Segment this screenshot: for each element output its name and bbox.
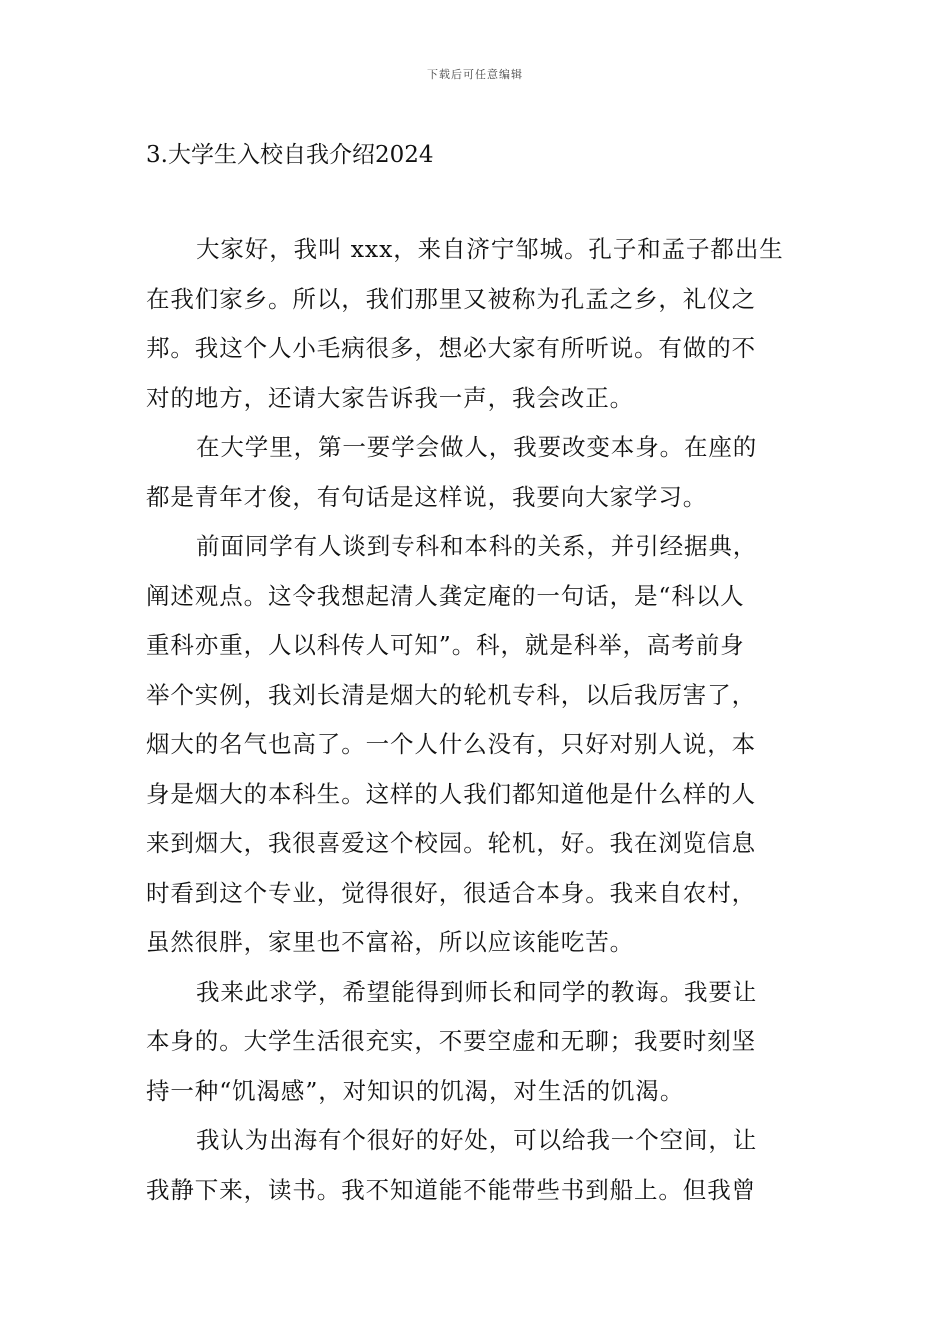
text-line: 本身的。大学生活很充实，不要空虚和无聊；我要时刻坚 (146, 1027, 756, 1055)
text-line: 我认为出海有个很好的好处，可以给我一个空间，让 (196, 1126, 758, 1154)
text-line: 大家好，我叫 xxx，来自济宁邹城。孔子和孟子都出生 (196, 235, 784, 263)
text-line: 前面同学有人谈到专科和本科的关系，并引经据典， (196, 532, 758, 560)
text-line: 我静下来，读书。我不知道能不能带些书到船上。但我曾 (146, 1175, 756, 1204)
text-line: 虽然很胖，家里也不富裕，所以应该能吃苦。 (146, 928, 634, 956)
text-line: 身是烟大的本科生。这样的人我们都知道他是什么样的人 (146, 779, 756, 808)
document-body (146, 225, 808, 1215)
text-line: 邦。我这个人小毛病很多，想必大家有所听说。有做的不 (146, 334, 756, 362)
text-line: 持一种“饥渴感”，对知识的饥渴，对生活的饥渴。 (146, 1076, 685, 1105)
text-line: 时看到这个专业，觉得很好，很适合本身。我来自农村， (146, 878, 756, 907)
text-line: 我来此求学，希望能得到师长和同学的教诲。我要让 (196, 977, 758, 1006)
text-line: 来到烟大，我很喜爱这个校园。轮机，好。我在浏览信息 (146, 829, 756, 857)
text-line: 在大学里，第一要学会做人，我要改变本身。在座的 (196, 433, 758, 461)
document-title: 3.大学生入校自我介绍2024 (146, 142, 434, 168)
page-header: 下载后可任意编辑 (427, 68, 523, 81)
text-line: 重科亦重，人以科传人可知”。科，就是科举，高考前身 (146, 631, 745, 659)
text-line: 都是青年才俊，有句话是这样说，我要向大家学习。 (146, 482, 708, 511)
text-line: 烟大的名气也高了。一个人什么没有，只好对别人说，本 (146, 730, 756, 758)
text-line: 对的地方，还请大家告诉我一声，我会改正。 (146, 383, 634, 412)
text-line: 在我们家乡。所以，我们那里又被称为孔孟之乡，礼仪之 (146, 284, 756, 313)
text-line: 阐述观点。这令我想起清人龚定庵的一句话，是“科以人 (146, 581, 745, 610)
text-line: 举个实例，我刘长清是烟大的轮机专科，以后我厉害了， (146, 680, 756, 709)
